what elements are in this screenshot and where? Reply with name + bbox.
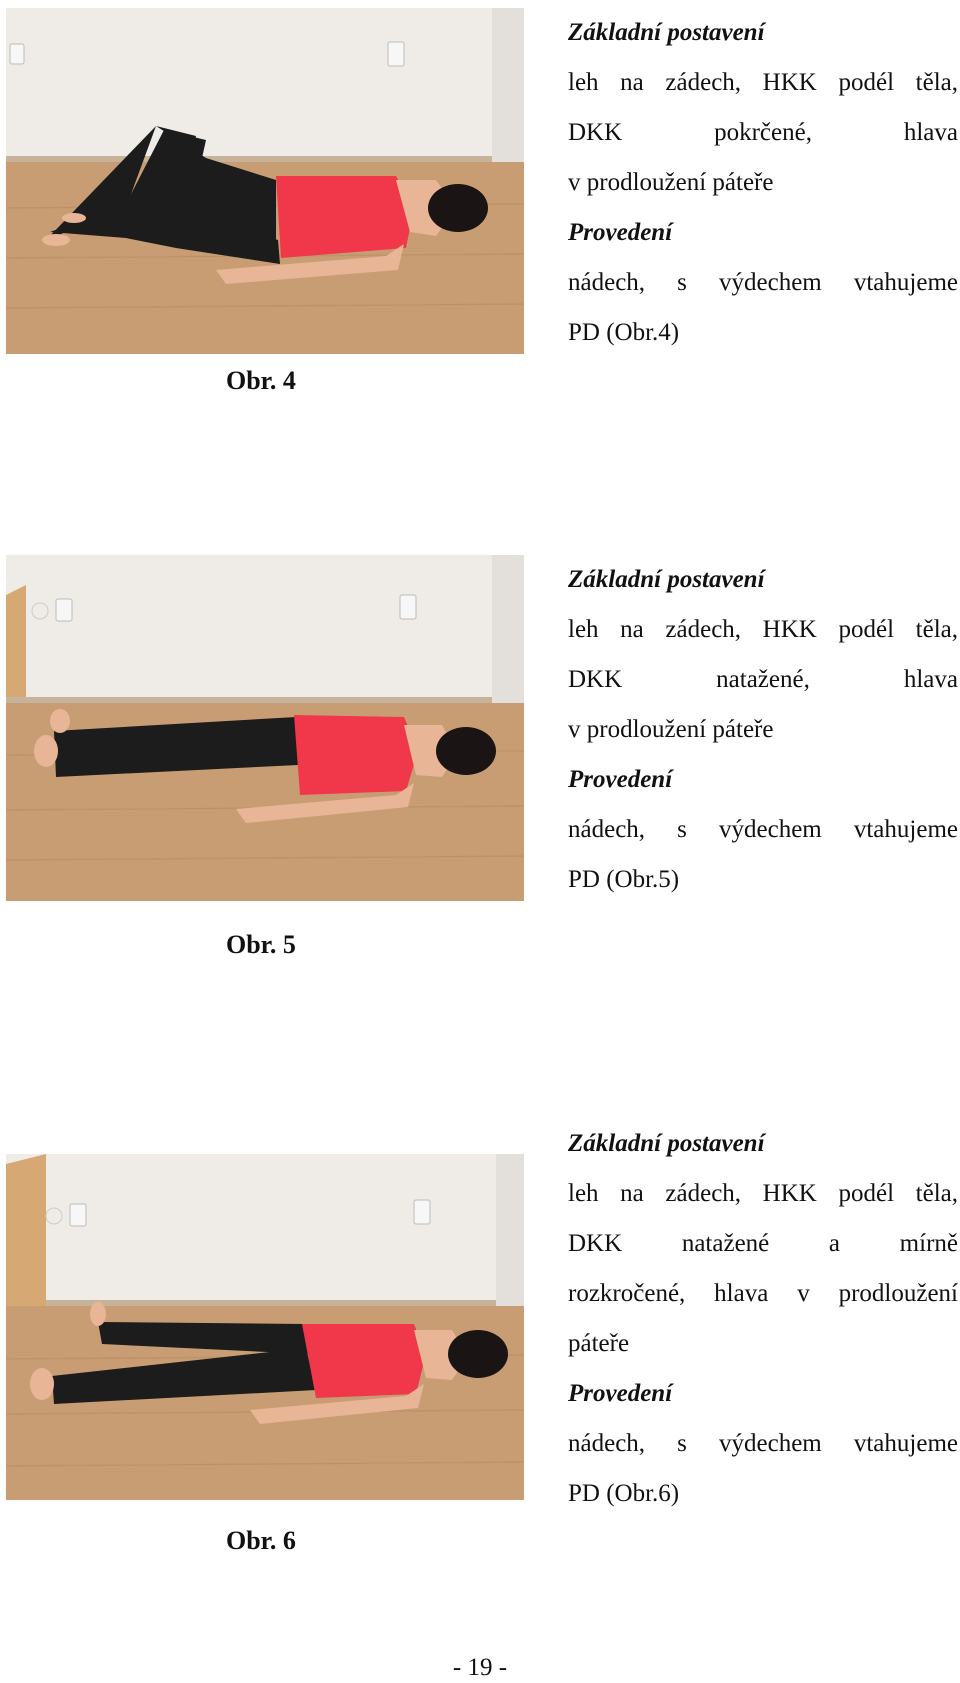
text-line: nádech, s výdechem vtahujeme xyxy=(568,1430,958,1457)
text-line: v prodloužení páteře xyxy=(568,716,774,743)
text-line: DKK natažené, hlava xyxy=(568,666,958,693)
text-line: nádech, s výdechem vtahujeme xyxy=(568,269,958,296)
exercise-photo-6 xyxy=(6,1154,524,1500)
text-line: rozkročené, hlava v prodloužení xyxy=(568,1280,958,1307)
text-line: leh na zádech, HKK podél těla, xyxy=(568,616,958,643)
section-heading: Základní postavení xyxy=(568,1130,765,1157)
exercise-description-4 xyxy=(568,8,958,358)
section-heading: Základní postavení xyxy=(568,19,765,46)
exercise-photo-5 xyxy=(6,555,524,901)
text-line: nádech, s výdechem vtahujeme xyxy=(568,816,958,843)
section-heading: Provedení xyxy=(568,219,673,246)
page-number: - 19 - xyxy=(452,1654,508,1681)
text-line: leh na zádech, HKK podél těla, xyxy=(568,1180,958,1207)
text-line: PD (Obr.6) xyxy=(568,1480,680,1507)
text-line: PD (Obr.4) xyxy=(568,319,680,346)
text-line: DKK pokrčené, hlava xyxy=(568,119,958,146)
text-line: PD (Obr.5) xyxy=(568,866,680,893)
text-line: leh na zádech, HKK podél těla, xyxy=(568,69,958,96)
section-heading: Základní postavení xyxy=(568,566,765,593)
figure-caption: Obr. 6 xyxy=(226,1526,296,1555)
section-heading: Provedení xyxy=(568,1380,673,1407)
text-line: DKK natažené a mírně xyxy=(568,1230,958,1257)
section-heading: Provedení xyxy=(568,766,673,793)
exercise-photo-4 xyxy=(6,8,524,354)
exercise-description-5 xyxy=(568,555,958,905)
exercise-description-6 xyxy=(568,1119,958,1519)
figure-caption: Obr. 4 xyxy=(226,366,296,395)
text-line: v prodloužení páteře xyxy=(568,169,774,196)
text-line: páteře xyxy=(568,1330,630,1357)
figure-caption: Obr. 5 xyxy=(226,930,296,959)
